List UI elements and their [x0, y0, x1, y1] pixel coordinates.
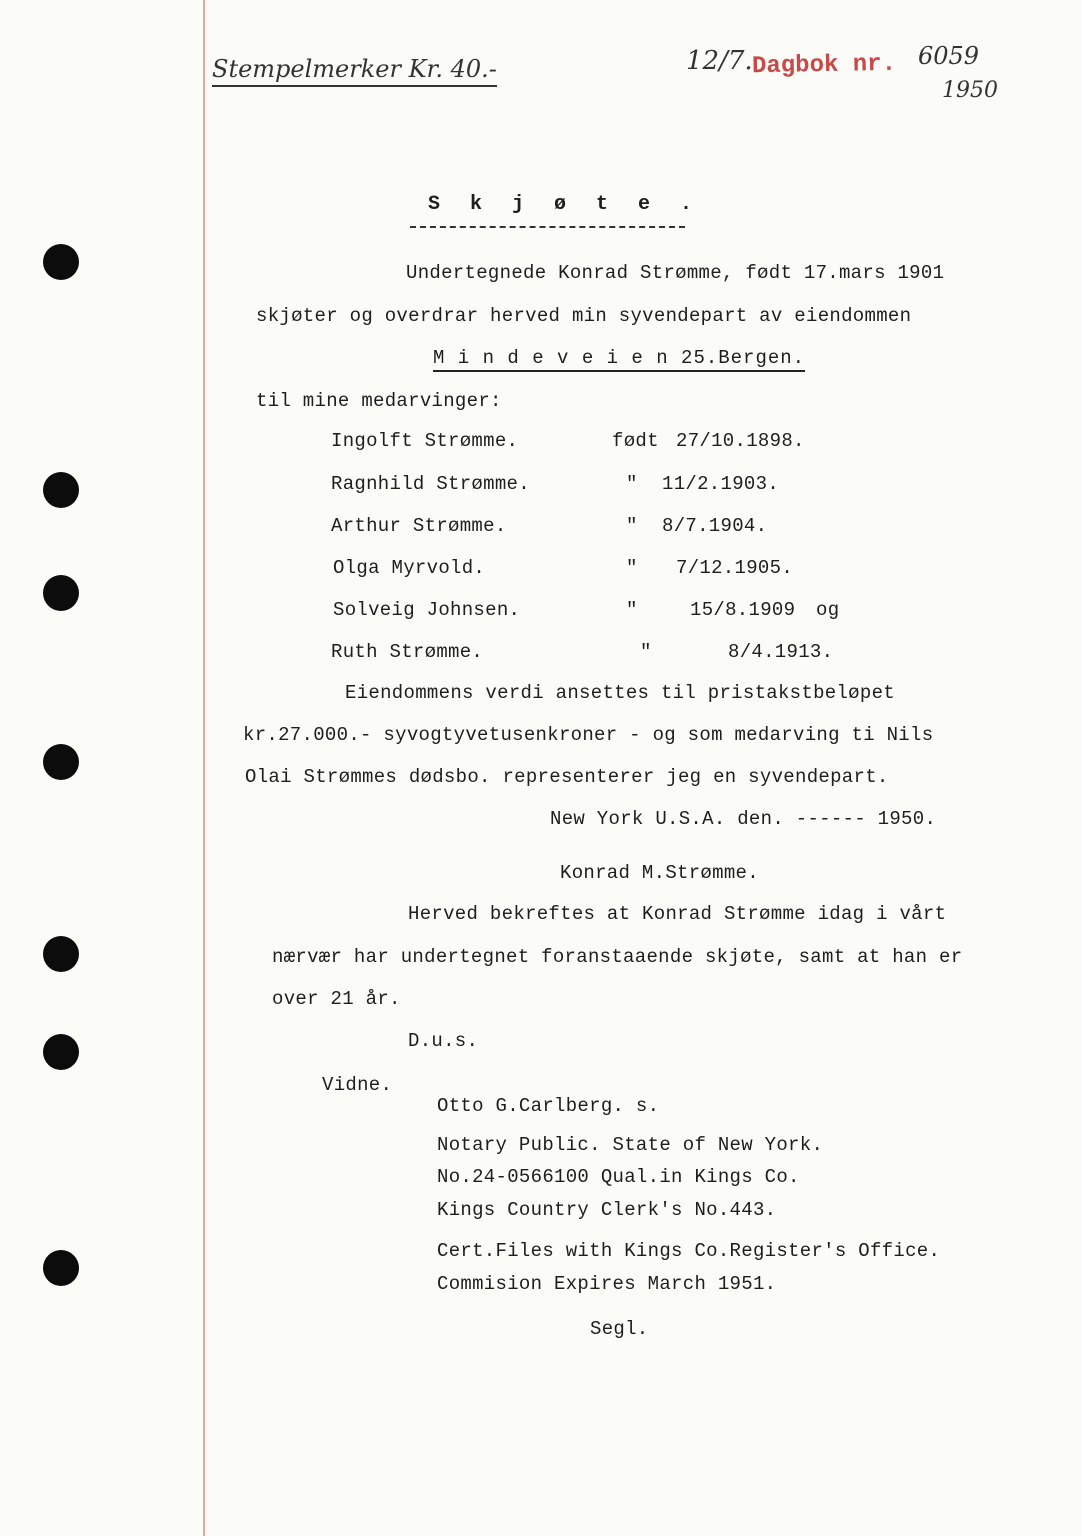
heir-name: Ragnhild Strømme. — [331, 473, 530, 495]
heir-born-label: født — [612, 430, 659, 452]
ditto-mark: " — [626, 473, 638, 495]
binder-hole — [43, 936, 79, 972]
ditto-mark: " — [626, 599, 638, 621]
heir-name: Olga Myrvold. — [333, 557, 486, 579]
heir-name: Solveig Johnsen. — [333, 599, 521, 621]
heir-name: Arthur Strømme. — [331, 515, 507, 537]
dus-abbreviation: D.u.s. — [408, 1030, 479, 1052]
heir-birthdate: 15/8.1909 — [690, 599, 796, 621]
attest-line: Herved bekreftes at Konrad Strømme idag i vårt — [408, 903, 947, 925]
seal-label: Segl. — [590, 1318, 649, 1340]
binder-hole — [43, 1034, 79, 1070]
ditto-mark: " — [626, 557, 638, 579]
body-line: kr.27.000.- syvogtyvetusenkroner - og som medarving ti Nils — [243, 724, 934, 746]
date-note: 12/7. — [686, 46, 753, 76]
margin-rule — [203, 0, 205, 1536]
clerk-number: Kings Country Clerk's No.443. — [437, 1199, 777, 1221]
binder-hole — [43, 244, 79, 280]
journal-year: 1950 — [942, 78, 998, 103]
binder-hole — [43, 744, 79, 780]
commission-expiry: Commision Expires March 1951. — [437, 1273, 777, 1295]
cert-files: Cert.Files with Kings Co.Register's Office. — [437, 1240, 941, 1262]
journal-number: 6059 — [918, 42, 980, 70]
body-line: Eiendommens verdi ansettes til pristakstbeløpet — [345, 682, 895, 704]
attest-line: over 21 år. — [272, 988, 401, 1010]
body-line: Undertegnede Konrad Strømme, født 17.mars 1901 — [406, 262, 945, 284]
attest-line: nærvær har undertegnet foranstaaende skjøte, samt at han er — [272, 946, 963, 968]
witness-label: Vidne. — [322, 1074, 393, 1096]
ditto-mark: " — [626, 515, 638, 537]
journal-stamp: Dagbok nr. — [751, 50, 897, 81]
place-date: New York U.S.A. den. ------ 1950. — [550, 808, 937, 830]
property-address: M i n d e v e i e n 25.Bergen. — [433, 347, 805, 372]
ditto-mark: " — [640, 641, 652, 663]
heir-name: Ruth Strømme. — [331, 641, 484, 663]
title-underline — [410, 226, 685, 228]
heir-birthdate: 8/7.1904. — [662, 515, 768, 537]
body-line: skjøter og overdrar herved min syvendepart av eiendommen — [256, 305, 912, 327]
notary-number: No.24-0566100 Qual.in Kings Co. — [437, 1166, 800, 1188]
heir-birthdate: 8/4.1913. — [728, 641, 834, 663]
heirs-intro: til mine medarvinger: — [256, 390, 502, 412]
body-line: Olai Strømmes dødsbo. representerer jeg en syvendepart. — [245, 766, 889, 788]
witness-name: Otto G.Carlberg. s. — [437, 1095, 660, 1117]
signature-name: Konrad M.Strømme. — [560, 862, 759, 884]
document-title: S k j ø t e . — [428, 193, 702, 216]
heir-birthdate: 7/12.1905. — [676, 557, 794, 579]
binder-hole — [43, 1250, 79, 1286]
notary-title: Notary Public. State of New York. — [437, 1134, 824, 1156]
binder-hole — [43, 472, 79, 508]
heir-name: Ingolft Strømme. — [331, 430, 519, 452]
heir-conjunction: og — [816, 599, 840, 621]
heir-birthdate: 11/2.1903. — [662, 473, 780, 495]
binder-hole — [43, 575, 79, 611]
heir-birthdate: 27/10.1898. — [676, 430, 805, 452]
stamp-duty-note: Stempelmerker Kr. 40.- — [212, 55, 497, 87]
